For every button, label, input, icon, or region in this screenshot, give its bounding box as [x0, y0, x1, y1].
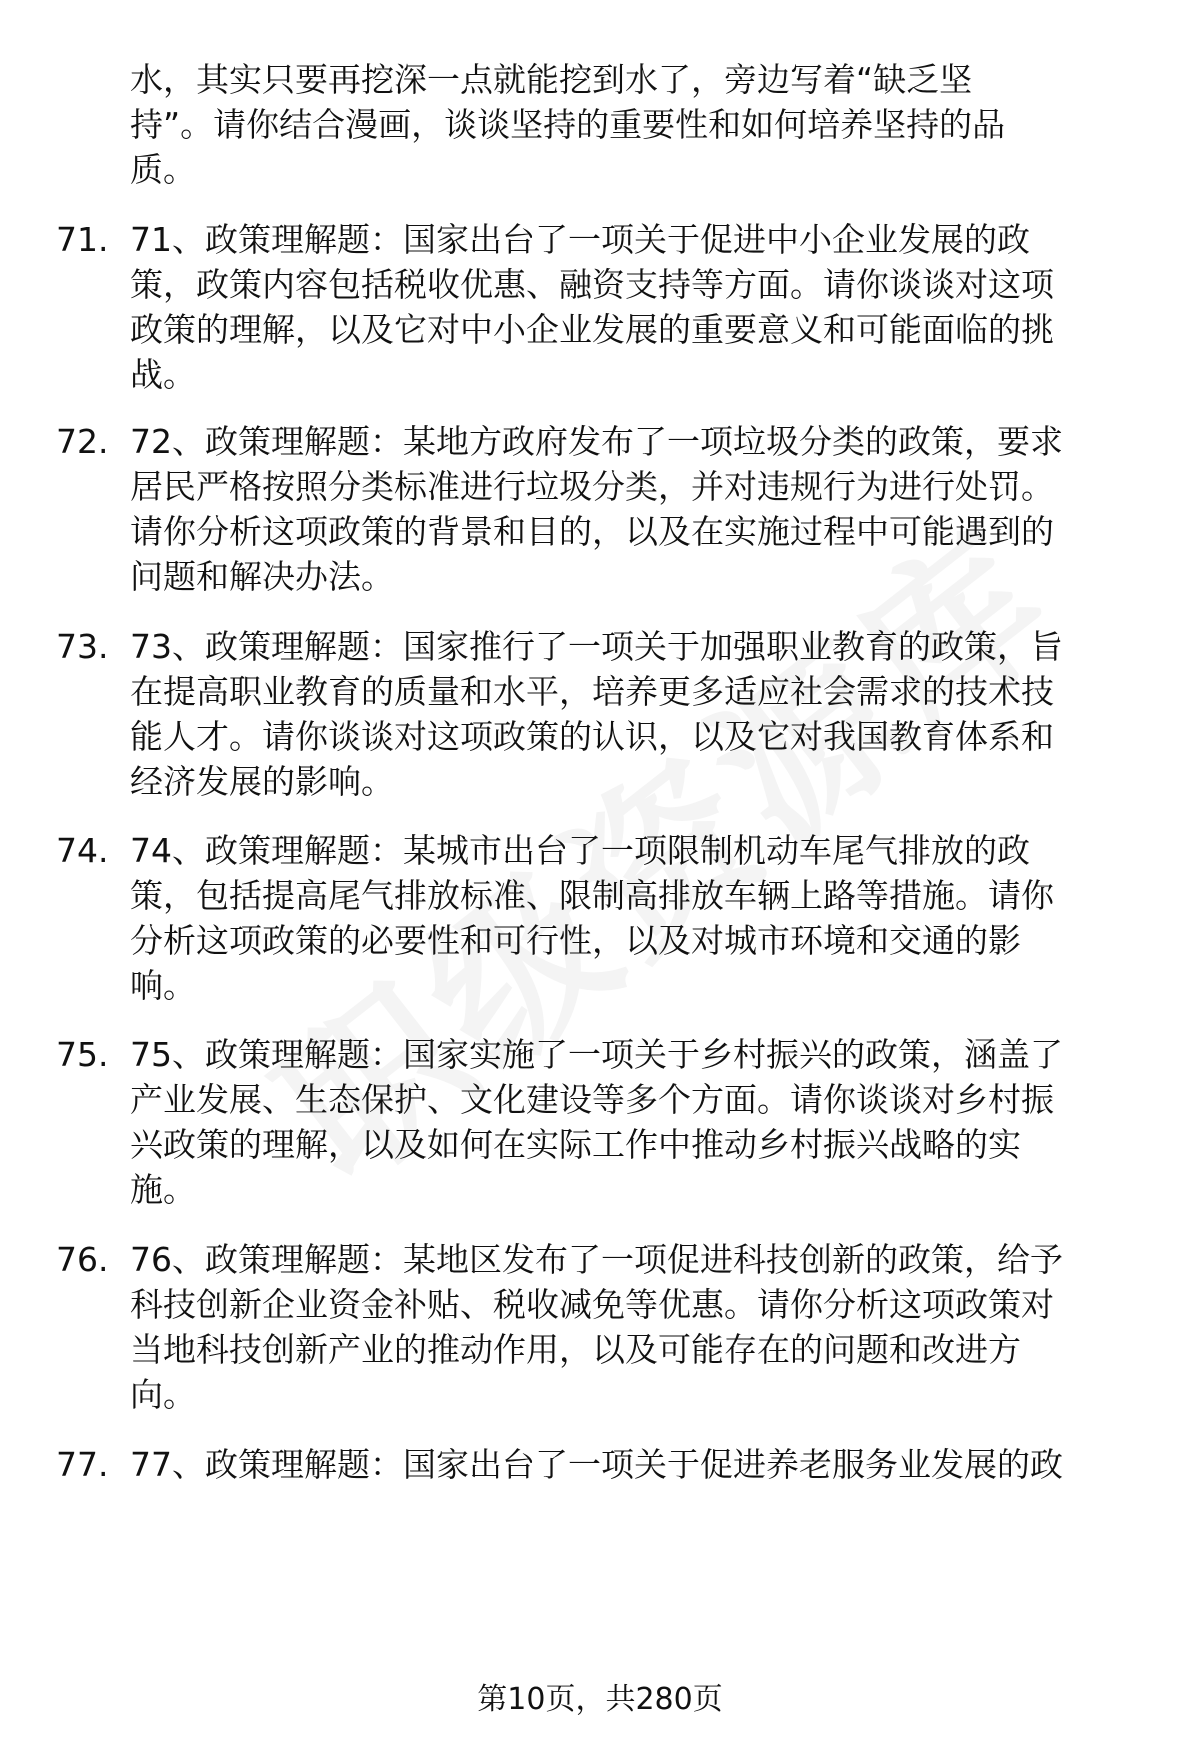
question-number: 71.	[56, 220, 109, 259]
question-line: 响。	[130, 966, 196, 1005]
question-line: 请你分析这项政策的背景和目的，以及在实施过程中可能遇到的	[130, 512, 1054, 551]
question-number: 74.	[56, 831, 109, 870]
question-line: 产业发展、生态保护、文化建设等多个方面。请你谈谈对乡村振	[130, 1080, 1054, 1119]
continuation-line: 持”。请你结合漫画，谈谈坚持的重要性和如何培养坚持的品	[130, 105, 1006, 144]
question-line: 71、政策理解题：国家出台了一项关于促进中小企业发展的政	[130, 220, 1030, 259]
question-line: 分析这项政策的必要性和可行性，以及对城市环境和交通的影	[130, 921, 1021, 960]
question-line: 居民严格按照分类标准进行垃圾分类，并对违规行为进行处罚。	[130, 467, 1054, 506]
question-line: 战。	[130, 355, 196, 394]
question-text	[130, 1442, 1150, 1487]
question-line: 施。	[130, 1170, 196, 1209]
page-footer: 第10页，共280页	[477, 1682, 723, 1717]
question-number: 76.	[56, 1240, 109, 1279]
question-line: 策，政策内容包括税收优惠、融资支持等方面。请你谈谈对这项	[130, 265, 1054, 304]
question-line: 在提高职业教育的质量和水平，培养更多适应社会需求的技术技	[130, 672, 1054, 711]
question-number: 77.	[56, 1445, 109, 1484]
question-text	[130, 419, 1150, 599]
question-line: 77、政策理解题：国家出台了一项关于促进养老服务业发展的政	[130, 1445, 1063, 1484]
question-text	[130, 624, 1150, 804]
question-line: 经济发展的影响。	[130, 762, 394, 801]
continuation-paragraph	[130, 57, 1150, 192]
question-text	[130, 828, 1150, 1008]
question-line: 当地科技创新产业的推动作用，以及可能存在的问题和改进方	[130, 1330, 1021, 1369]
question-line: 72、政策理解题：某地方政府发布了一项垃圾分类的政策，要求	[130, 422, 1063, 461]
question-line: 科技创新企业资金补贴、税收减免等优惠。请你分析这项政策对	[130, 1285, 1054, 1324]
question-number: 72.	[56, 422, 109, 461]
question-number: 75.	[56, 1035, 109, 1074]
question-line: 75、政策理解题：国家实施了一项关于乡村振兴的政策，涵盖了	[130, 1035, 1063, 1074]
continuation-line: 水，其实只要再挖深一点就能挖到水了，旁边写着“缺乏坚	[130, 60, 973, 99]
question-text	[130, 217, 1150, 397]
question-line: 向。	[130, 1375, 196, 1414]
question-text	[130, 1032, 1150, 1212]
question-line: 73、政策理解题：国家推行了一项关于加强职业教育的政策，旨	[130, 627, 1063, 666]
question-line: 76、政策理解题：某地区发布了一项促进科技创新的政策，给予	[130, 1240, 1063, 1279]
continuation-line: 质。	[130, 150, 196, 189]
question-line: 问题和解决办法。	[130, 557, 394, 596]
question-line: 策，包括提高尾气排放标准、限制高排放车辆上路等措施。请你	[130, 876, 1054, 915]
question-line: 兴政策的理解，以及如何在实际工作中推动乡村振兴战略的实	[130, 1125, 1021, 1164]
question-number: 73.	[56, 627, 109, 666]
question-line: 能人才。请你谈谈对这项政策的认识，以及它对我国教育体系和	[130, 717, 1054, 756]
question-text	[130, 1237, 1150, 1417]
question-line: 74、政策理解题：某城市出台了一项限制机动车尾气排放的政	[130, 831, 1030, 870]
question-line: 政策的理解，以及它对中小企业发展的重要意义和可能面临的挑	[130, 310, 1054, 349]
